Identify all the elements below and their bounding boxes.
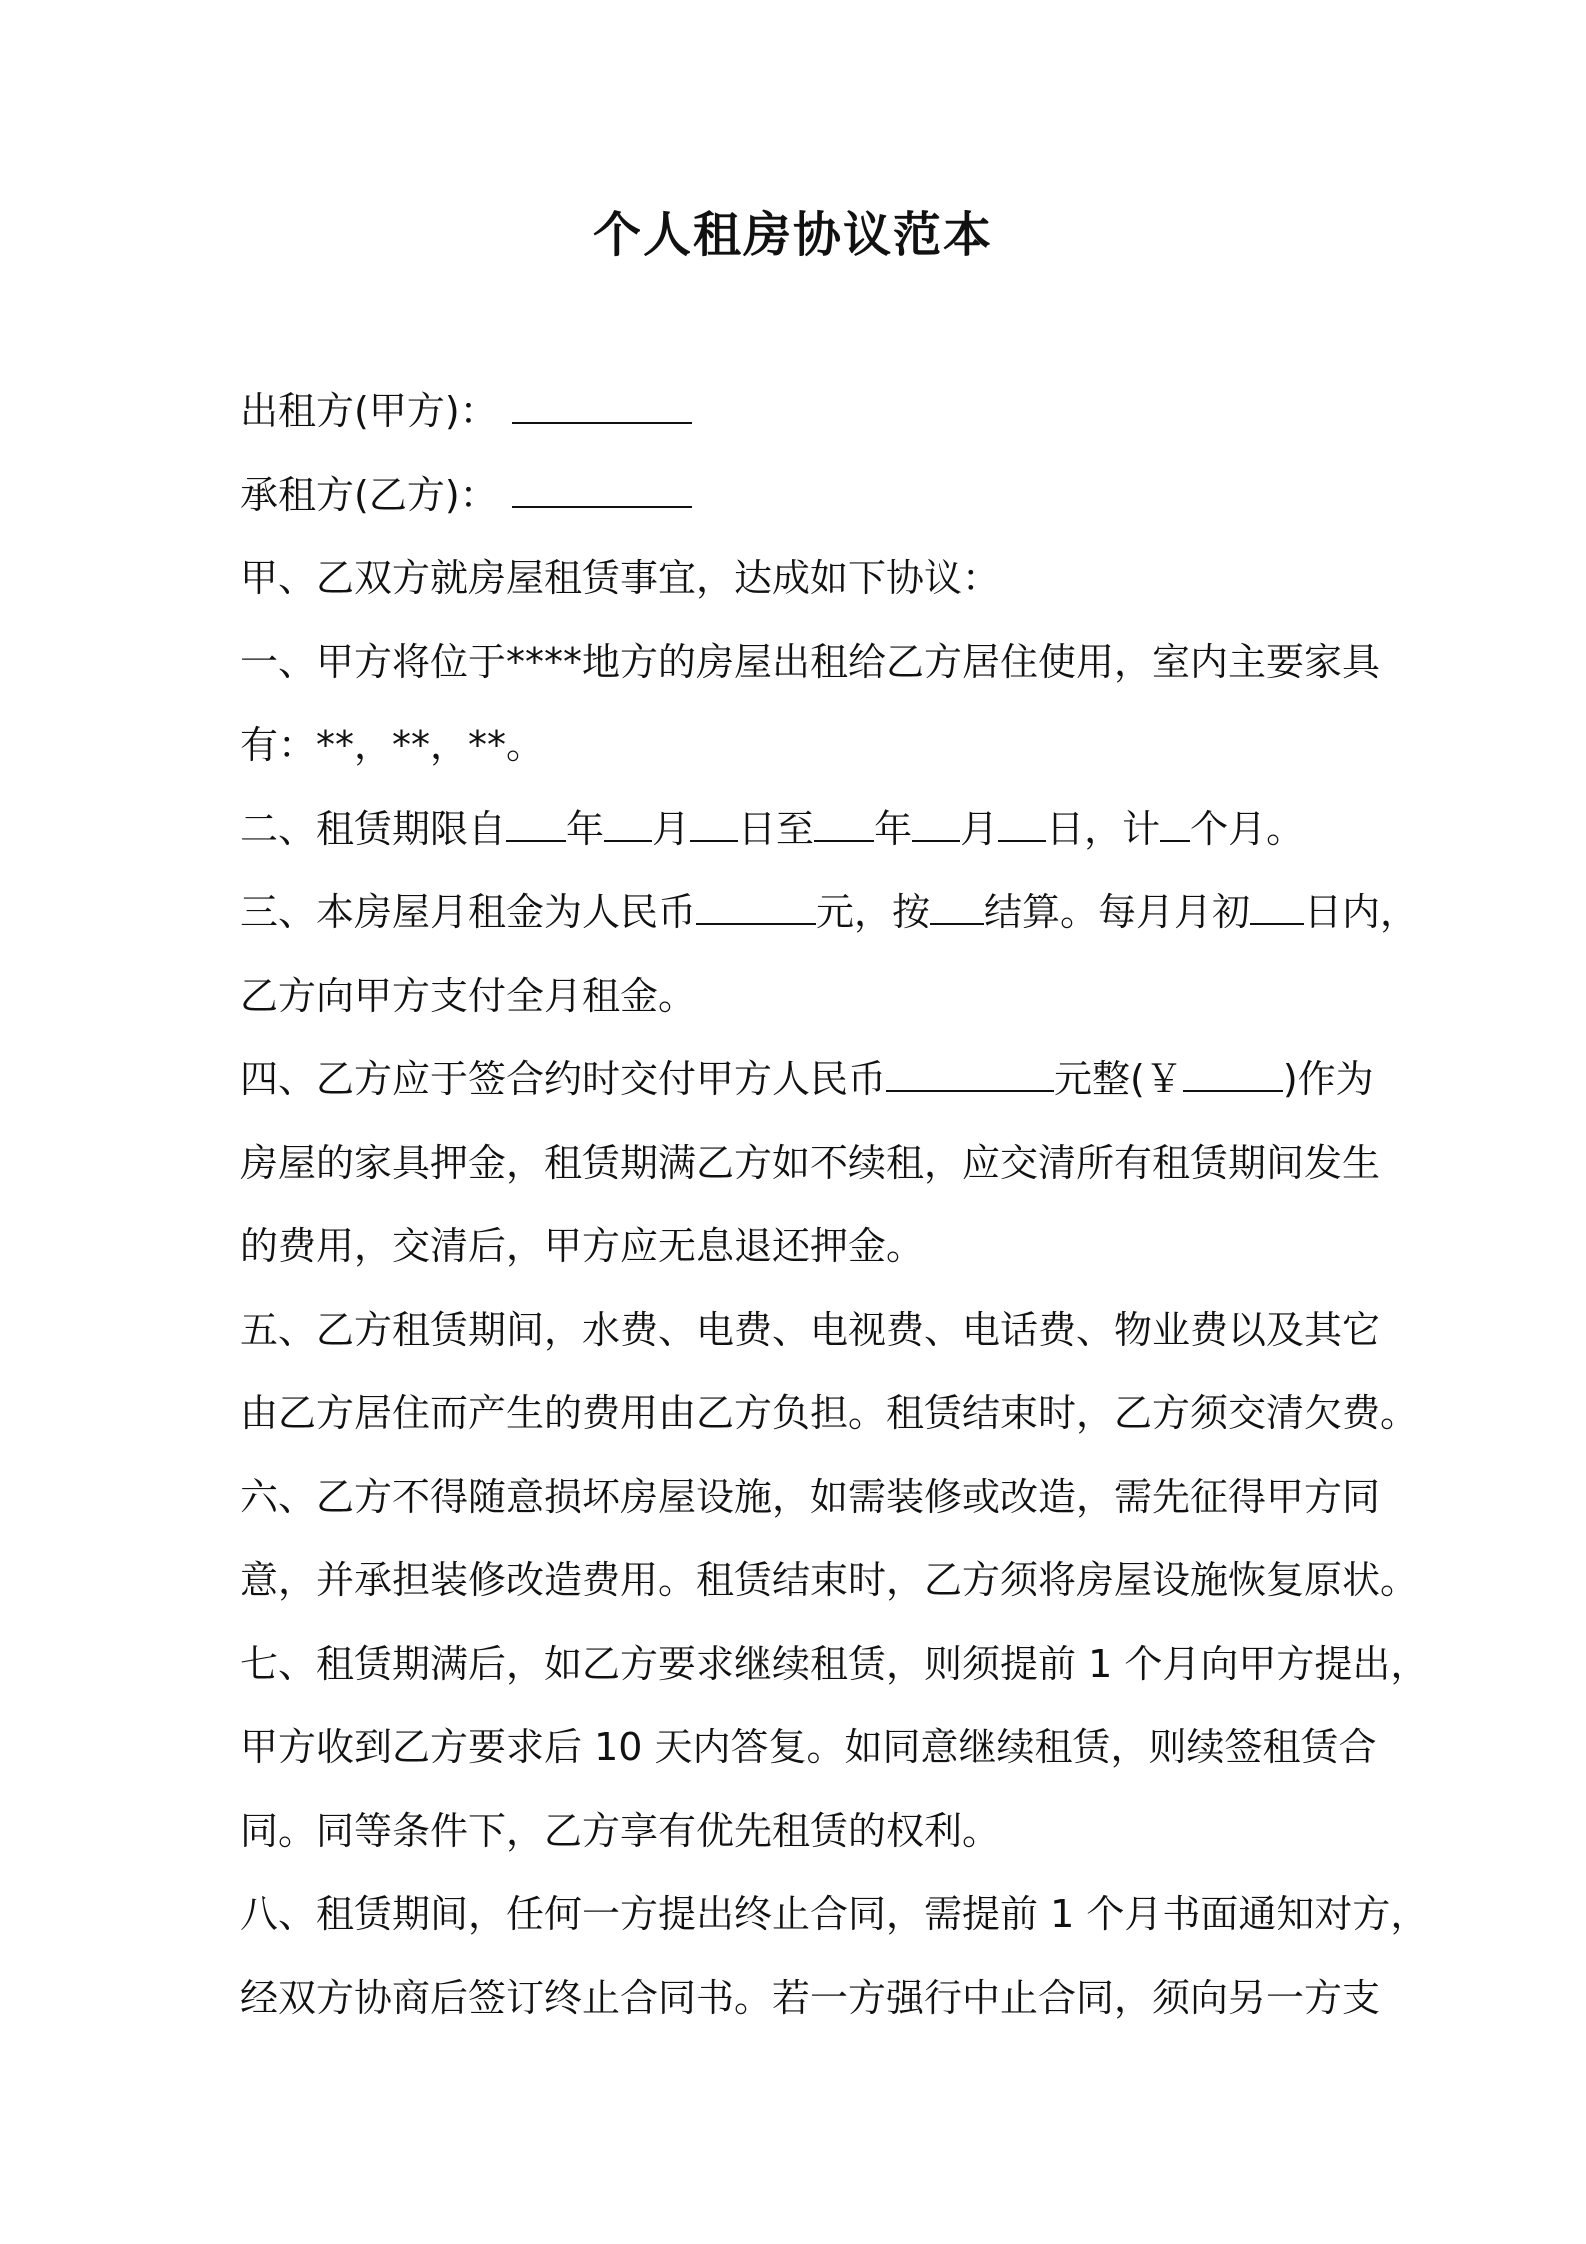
clause2-prefix: 二、租赁期限自	[240, 806, 507, 851]
clause7-line3: 同。同等条件下，乙方享有优先租赁的权利。	[240, 1808, 1001, 1853]
day-total-label: 日，计	[1046, 806, 1161, 851]
as-label: )作为	[1282, 1057, 1374, 1101]
within-label: 日内，	[1304, 890, 1419, 934]
lessee-name-blank[interactable]	[512, 474, 692, 508]
total-months-blank[interactable]	[1160, 808, 1190, 842]
intro-line: 甲、乙双方就房屋租赁事宜，达成如下协议：	[240, 556, 1001, 600]
clause6-line2: 意，并承担装修改造费用。租赁结束时，乙方须将房屋设施恢复原状。	[240, 1558, 1419, 1602]
clause4-line1	[240, 1038, 1374, 1122]
clause7-line2: 甲方收到乙方要求后 10 天内答复。如同意继续租赁，则续签租赁合	[240, 1725, 1377, 1769]
yuan-whole-label: 元整(￥	[1054, 1057, 1183, 1101]
clause8-line1: 八、租赁期间，任何一方提出终止合同，需提前 1 个月书面通知对方，	[240, 1892, 1429, 1936]
page-title: 个人租房协议范本	[592, 207, 993, 263]
clause3-line2: 乙方向甲方支付全月租金。	[240, 973, 697, 1018]
clause4-prefix: 四、乙方应于签合约时交付甲方人民币	[240, 1057, 887, 1101]
clause5-line1: 五、乙方租赁期间，水费、电费、电视费、电话费、物业费以及其它	[240, 1307, 1381, 1352]
lessor-line	[240, 370, 1360, 454]
settle-label: 结算。每月月初	[984, 890, 1251, 934]
clause4-line2: 房屋的家具押金，租赁期满乙方如不续租，应交清所有租赁期间发生	[240, 1140, 1381, 1185]
start-year-blank[interactable]	[506, 808, 566, 842]
clause3-line1	[240, 871, 1419, 955]
lessee-line	[240, 454, 1360, 538]
year-label: 年	[566, 806, 605, 851]
clause1-line1: 一、甲方将位于****地方的房屋出租给乙方居住使用，室内主要家具	[240, 639, 1381, 684]
year-label: 年	[874, 806, 913, 851]
clause1-line2: 有：**，**，**。	[240, 723, 545, 767]
lessee-label: 承租方(乙方)：	[240, 472, 498, 517]
clause2-line	[240, 788, 1360, 872]
clause5-line2: 由乙方居住而产生的费用由乙方负担。租赁结束时，乙方须交清欠费。	[240, 1391, 1419, 1435]
lessor-label: 出租方(甲方)：	[240, 389, 498, 433]
end-day-blank[interactable]	[998, 808, 1046, 842]
month-label: 月	[652, 806, 691, 851]
clause8-line2: 经双方协商后签订终止合同书。若一方强行中止合同，须向另一方支	[240, 1975, 1381, 2020]
end-month-blank[interactable]	[912, 808, 960, 842]
agreement-body	[240, 370, 1429, 2040]
day-to-label: 日至	[738, 806, 815, 851]
clause6-line1: 六、乙方不得随意损坏房屋设施，如需装修或改造，需先征得甲方同	[240, 1474, 1381, 1519]
clause4-line3: 的费用，交清后，甲方应无息退还押金。	[240, 1224, 925, 1268]
clause3-prefix: 三、本房屋月租金为人民币	[240, 890, 697, 934]
clause7-line1: 七、租赁期满后，如乙方要求继续租赁，则须提前 1 个月向甲方提出，	[240, 1641, 1429, 1686]
end-year-blank[interactable]	[814, 808, 874, 842]
yuan-press-label: 元，按	[816, 890, 931, 934]
start-month-blank[interactable]	[604, 808, 652, 842]
start-day-blank[interactable]	[690, 808, 738, 842]
deposit-yen-blank[interactable]	[1183, 1058, 1283, 1092]
deposit-amount-blank[interactable]	[886, 1058, 1054, 1092]
payment-day-blank[interactable]	[1250, 891, 1304, 925]
month-label: 月	[960, 806, 999, 851]
payment-cycle-blank[interactable]	[930, 891, 984, 925]
months-end-label: 个月。	[1190, 806, 1305, 851]
monthly-rent-blank[interactable]	[696, 891, 816, 925]
lessor-name-blank[interactable]	[512, 390, 692, 424]
